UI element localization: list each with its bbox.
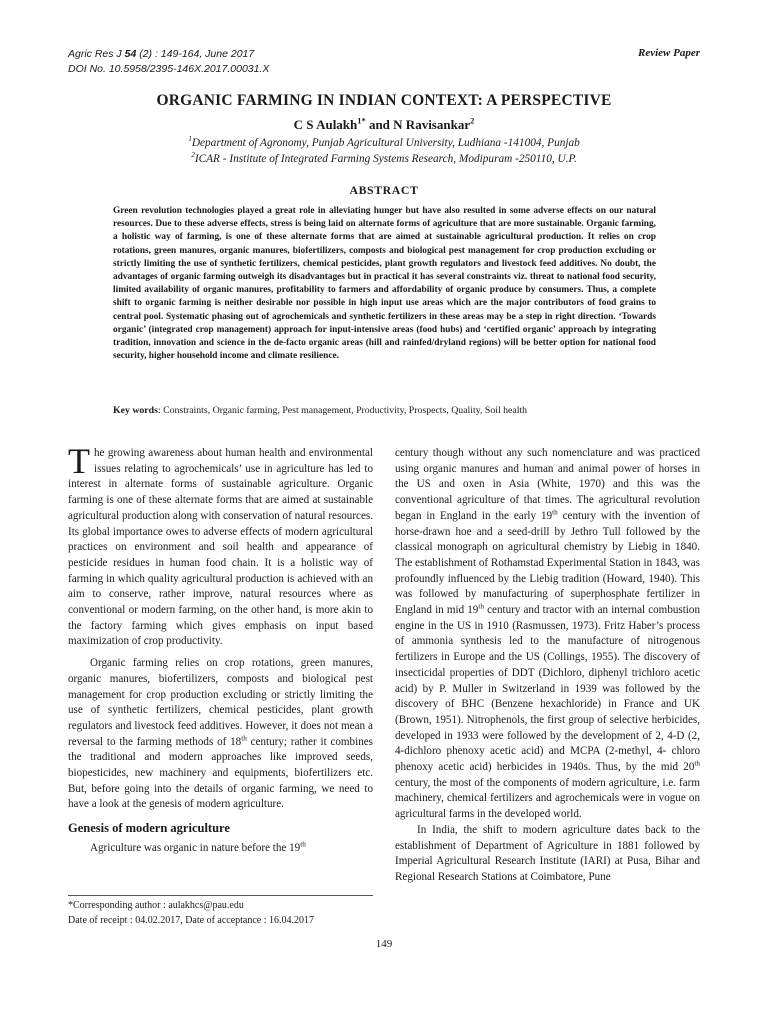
abstract-text: Green revolution technologies played a great role in alleviating hunger but have also resulted in some adverse effects on our natural resources. Due to these adverse effects, stress is being laid on alternate forms of agriculture that are more sustainable. Organic farming, a holistic way of farming, is one of these alternate forms that are aimed at sustainable agricultural production. It relies on crop rotations, green manures, organic manures, biofertilizers, composts and biological pest management for crop production excluding or strictly limiting the use of synthetic fertilizers, chemical pesticides, plant growth regulators and livestock feed additives. No doubt, the advantages of organic farming outweigh its disadvantages but in practical it has several constraints viz. threat to national food security, limited availability of organic manures, profitability to farmers and affordability of organic produce by consumers. Thus, a complete shift to organic farming is neither desirable nor possible in high input use areas which are the major contributors of food grains to central pool. Systematic phasing out of agrochemicals and synthetic fertilizers in these areas may be a step in right direction. ‘Towards organic’ (integrated crop management) approach for input-intensive areas (food hubs) and ‘certified organic’ approach by integrating tradition, innovation and science in the de-facto organic areas (hill and rainfed/dryland regions) will be better option for national food security, higher household income and climate resilience. [113,206,656,362]
section-heading: Genesis of modern agriculture [68,821,230,836]
keywords: Key words: Constraints, Organic farming, Pest management, Productivity, Prospects, Quality, Soil health [113,405,528,416]
affiliation-2: $^2$ICAR - Institute of Integrated Farming Systems Research, Modipuram -250110, U.P. [191,150,577,165]
doi: DOI No. 10.5958/2395-146X.2017.00031.X [68,63,270,75]
footnote-rule [68,895,373,896]
journal-citation: Agric Res J 54 (2) : 149-164, June 2017 [68,48,255,60]
page-number: 149 [375,938,393,950]
body-paragraph: In India, the shift to modern agriculture dates back to the establishment of Department of Agriculture in 1881 followed by Imperial Agricultural Research Institute (IARI) at Pusa, Bihar and Regional Research Stations at Coimbatore, Pune [395,823,700,883]
keywords-label: Key words [113,405,158,416]
journal-volume: 54 [124,48,137,60]
affiliation-1: $^1$Department of Agronomy, Punjab Agricultural University, Ludhiana -141004, Punjab [188,134,580,149]
body-paragraph: century though without any such nomenclature and was practiced using organic manures and human and animal power of horses in the US and oxen in Asia (White, 1970) and this was the conventional agriculture of that times. The agricultural revolution began in England in the early 19th century with the invention of horse-drawn hoe and a seed-drill by Jethro Tull followed by the classical monograph on agricultural chemistry by Liebig in 1840. The establishment of Rothamstad Experimental Station in 1843, was profoundly influenced by the Liebig tradition (Howard, 1940). This was followed by manufacturing of superphosphate fertilizer in England in mid 19th century and tractor with an internal combustion engine in the US in 1910 (Rasmussen, 1973). Fritz Haber’s process of ammonia synthesis led to the manufacture of nitrogenous fertilizers in Europe and the US (Collings, 1955). The discovery of insecticidal properties of DDT (Dichloro, diphenyl trichloro acetic acid) by P. Muller in Switzerland in 1939 was followed by the discovery of BHC (Benzene hexachloride) in France and UK (Brown, 1951). Nitrophenols, the first group of selective herbicides, developed in 1933 were followed by the development of 2, 4-D (2, 4-dichloro phenoxy acetic acid) and MCPA (2-methyl, 4- chloro phenoxy acetic acid) herbicides in 1940s. Thus, by the mid 20th century, the most of the components of modern agriculture, i.e. farm machinery, chemical fertilizers and agrochemicals were in vogue on agricultural farms in the developed world. [395,447,700,821]
abstract-heading: ABSTRACT [349,183,419,197]
body-paragraph: Agriculture was organic in nature before the 19th [90,840,306,854]
body-paragraph: Organic farming relies on crop rotations, green manures, organic manures, biofertilizers, composts and biological pest management for crop production excluding or strictly limiting the use of synthetic fertilizers, chemical pesticides, plant growth regulators and livestock feed additives. However, it does not mean a reversal to the farming methods of 18th century; rather it combines the traditional and modern approaches like improved seeds, biopesticides, new machinery and equipments, biofertilizers etc. But, before going into the details of organic farming, we need to have a look at the genesis of modern agriculture. [68,657,373,811]
author-2: N Ravisankar [393,117,471,132]
received-accepted-dates: Date of receipt : 04.02.2017, Date of acceptance : 16.04.2017 [68,915,315,926]
left-column [68,441,373,857]
paper-type: Review Paper [637,47,700,59]
authors: C S Aulakh$^{1*}$ and N Ravisankar$^2$ [293,115,475,132]
paper-title: ORGANIC FARMING IN INDIAN CONTEXT: A PERSPECTIVE [156,92,612,109]
drop-cap: T [68,441,90,481]
author-1: C S Aulakh [293,117,358,132]
right-column [395,446,700,886]
corresponding-author: *Corresponding author : aulakhcs@pau.edu [68,900,244,911]
body-paragraph: The growing awareness about human health and environmental issues relating to agrochemicals’ use in agriculture has led to interest in alternate forms of sustainable agriculture. Organic farming is one of these alternate forms that are aimed at sustainable agricultural production along with conservation of natural resources. Its global importance owes to adverse effects of modern agricultural practices on environment and soil health and appearance of pesticide residues in human food chain. It is a holistic way of farming in which quality agricultural production is achieved with an aim to conserve, rather improve, natural resources where as conventional or modern farming, on the other hand, is more akin to the factory farming which gives emphasis on input based maximization of crop productivity. [68,441,373,648]
